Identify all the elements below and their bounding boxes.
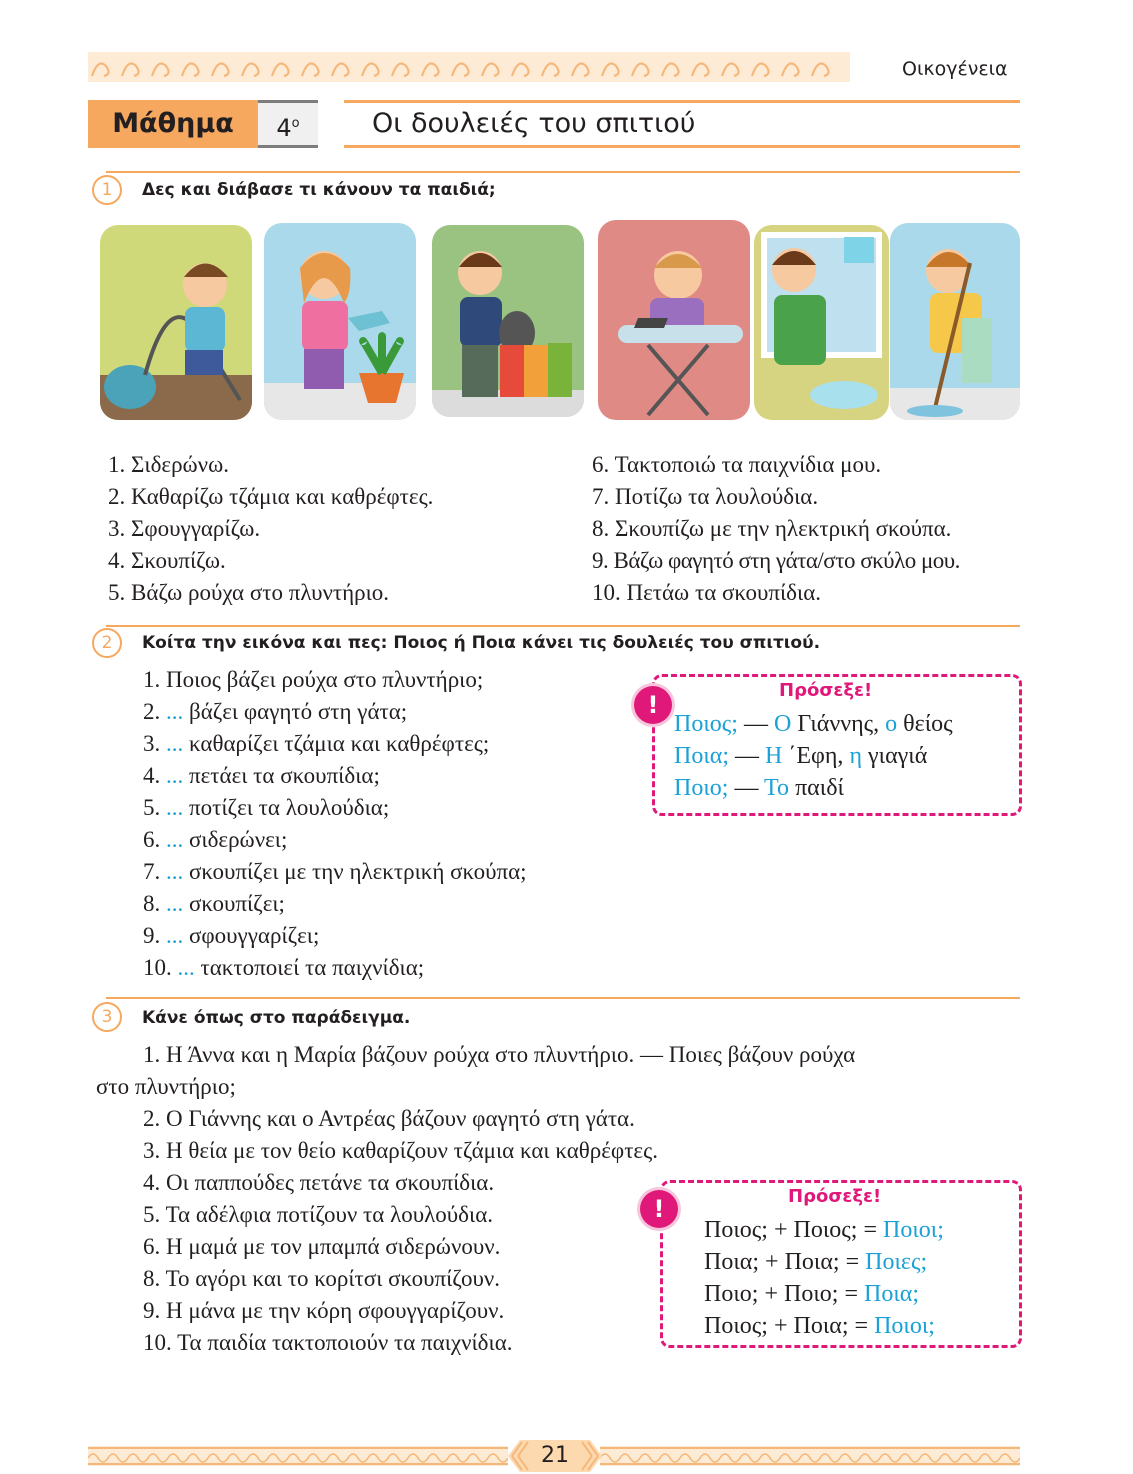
- exercise-title: Κοίτα την εικόνα και πες: Ποιος ή Ποια κάνει τις δουλειές του σπιτιού.: [142, 633, 821, 653]
- note-row: Ποιο; + Ποιο; = Ποια;: [704, 1281, 920, 1307]
- window-cleaning-boy-illustration: [754, 225, 889, 420]
- list-item: 2. ... βάζει φαγητό στη γάτα;: [143, 699, 408, 724]
- ironing-girl-illustration: [598, 220, 750, 420]
- list-item: 8. Το αγόρι και το κορίτσι σκουπίζουν.: [143, 1266, 501, 1291]
- mopping-girl-illustration: [890, 223, 1020, 420]
- lesson-title: Οι δουλειές του σπιτιού: [344, 100, 1020, 148]
- exercise-divider: [106, 997, 1020, 999]
- list-item: 8. ... σκουπίζει;: [143, 891, 285, 916]
- exercise-number: 2: [92, 628, 122, 658]
- exercise-title: Δες και διάβασε τι κάνουν τα παιδιά;: [142, 180, 496, 200]
- note-row: Ποιος; — Ο Γιάννης, ο θείος: [674, 711, 953, 737]
- exercise-number: 3: [92, 1002, 122, 1032]
- trash-boy-illustration: [432, 225, 584, 417]
- page-number: 21: [541, 1443, 569, 1468]
- note-rows: [704, 1214, 944, 1342]
- exercise-divider: [106, 171, 1020, 173]
- list-item: 7. ... σκουπίζει με την ηλεκτρική σκούπα;: [143, 859, 527, 884]
- list-item: 3. Η θεία με τον θείο καθαρίζουν τζάμια και καθρέφτες.: [143, 1138, 658, 1163]
- list-item: 7. Ποτίζω τα λουλούδια.: [592, 484, 819, 509]
- list-item: 6. Η μαμά με τον μπαμπά σιδερώνουν.: [143, 1234, 501, 1259]
- ex1-right-list: [592, 449, 960, 609]
- blank-marker: ...: [177, 955, 195, 980]
- list-item: 10. Τα παιδία τακτοποιούν τα παιχνίδια.: [143, 1330, 513, 1355]
- note-row: Ποιο; — Το παιδί: [674, 775, 844, 801]
- note-row: Ποιος; + Ποια; = Ποιοι;: [704, 1313, 935, 1339]
- note-row: Ποια; — Η ΄Εφη, η γιαγιά: [674, 743, 928, 769]
- ex2-question-list: [143, 664, 527, 984]
- list-item: 9. ... σφουγγαρίζει;: [143, 923, 320, 948]
- example-line: στο πλυντήριο;: [96, 1074, 236, 1099]
- blank-marker: ...: [166, 763, 184, 788]
- note-row: Ποιος; + Ποιος; = Ποιοι;: [704, 1217, 944, 1243]
- list-item: 6. ... σιδερώνει;: [143, 827, 288, 852]
- list-item: 3. Σφουγγαρίζω.: [108, 516, 261, 541]
- example-line: 1. Η Άννα και η Μαρία βάζουν ρούχα στο πλυντήριο. — Ποιες βάζουν ρούχα: [143, 1042, 856, 1067]
- list-item: 5. Βάζω ρούχα στο πλυντήριο.: [108, 580, 390, 605]
- watering-girl-illustration: [264, 223, 416, 420]
- decorative-wave-band: [88, 52, 850, 82]
- list-item: 2. Καθαρίζω τζάμια και καθρέφτες.: [108, 484, 434, 509]
- blank-marker: ...: [166, 859, 184, 884]
- list-item: 1. Σιδερώνω.: [108, 452, 229, 477]
- list-item: 5. Τα αδέλφια ποτίζουν τα λουλούδια.: [143, 1202, 494, 1227]
- list-item: 4. Σκουπίζω.: [108, 548, 226, 573]
- blank-marker: ...: [166, 891, 184, 916]
- list-item: 1. Ποιος βάζει ρούχα στο πλυντήριο;: [143, 667, 484, 692]
- decorative-footer-band: [600, 1446, 1020, 1466]
- list-item: 4. Οι παππούδες πετάνε τα σκουπίδια.: [143, 1170, 495, 1195]
- blank-marker: ...: [166, 827, 184, 852]
- blank-marker: ...: [166, 795, 184, 820]
- note-rows: [674, 708, 953, 804]
- section-name: Οικογένεια: [902, 58, 1008, 80]
- list-item: 6. Τακτοποιώ τα παιχνίδια μου.: [592, 452, 882, 477]
- list-item: 8. Σκουπίζω με την ηλεκτρική σκούπα.: [592, 516, 952, 541]
- note-title: Πρόσεξε!: [788, 1186, 882, 1207]
- blank-marker: ...: [166, 923, 184, 948]
- exclamation-icon: !: [634, 686, 672, 724]
- list-item: 3. ... καθαρίζει τζάμια και καθρέφτες;: [143, 731, 490, 756]
- exercise-number: 1: [92, 175, 122, 205]
- ex3-list: [143, 1103, 658, 1359]
- exercise-title: Κάνε όπως στο παράδειγμα.: [142, 1008, 411, 1028]
- lesson-number: $4^o$: [258, 100, 318, 148]
- blank-marker: ...: [166, 731, 184, 756]
- list-item: 9. Βάζω φαγητό στη γάτα/στο σκύλο μου.: [592, 548, 960, 573]
- vacuuming-boy-illustration: [100, 225, 252, 420]
- note-row: Ποια; + Ποια; = Ποιες;: [704, 1249, 928, 1275]
- lesson-label: Μάθημα: [88, 100, 258, 148]
- list-item: 2. Ο Γιάννης και ο Αντρέας βάζουν φαγητό στη γάτα.: [143, 1106, 635, 1131]
- decorative-footer-band: [88, 1446, 508, 1466]
- blank-marker: ...: [166, 699, 184, 724]
- exercise-divider: [106, 625, 1020, 627]
- list-item: 10. ... τακτοποιεί τα παιχνίδια;: [143, 955, 425, 980]
- list-item: 5. ... ποτίζει τα λουλούδια;: [143, 795, 390, 820]
- note-title: Πρόσεξε!: [779, 680, 873, 701]
- list-item: 4. ... πετάει τα σκουπίδια;: [143, 763, 380, 788]
- list-item: 9. Η μάνα με την κόρη σφουγγαρίζουν.: [143, 1298, 505, 1323]
- exclamation-icon: !: [640, 1190, 678, 1228]
- list-item: 10. Πετάω τα σκουπίδια.: [592, 580, 821, 605]
- ex1-left-list: [108, 449, 433, 609]
